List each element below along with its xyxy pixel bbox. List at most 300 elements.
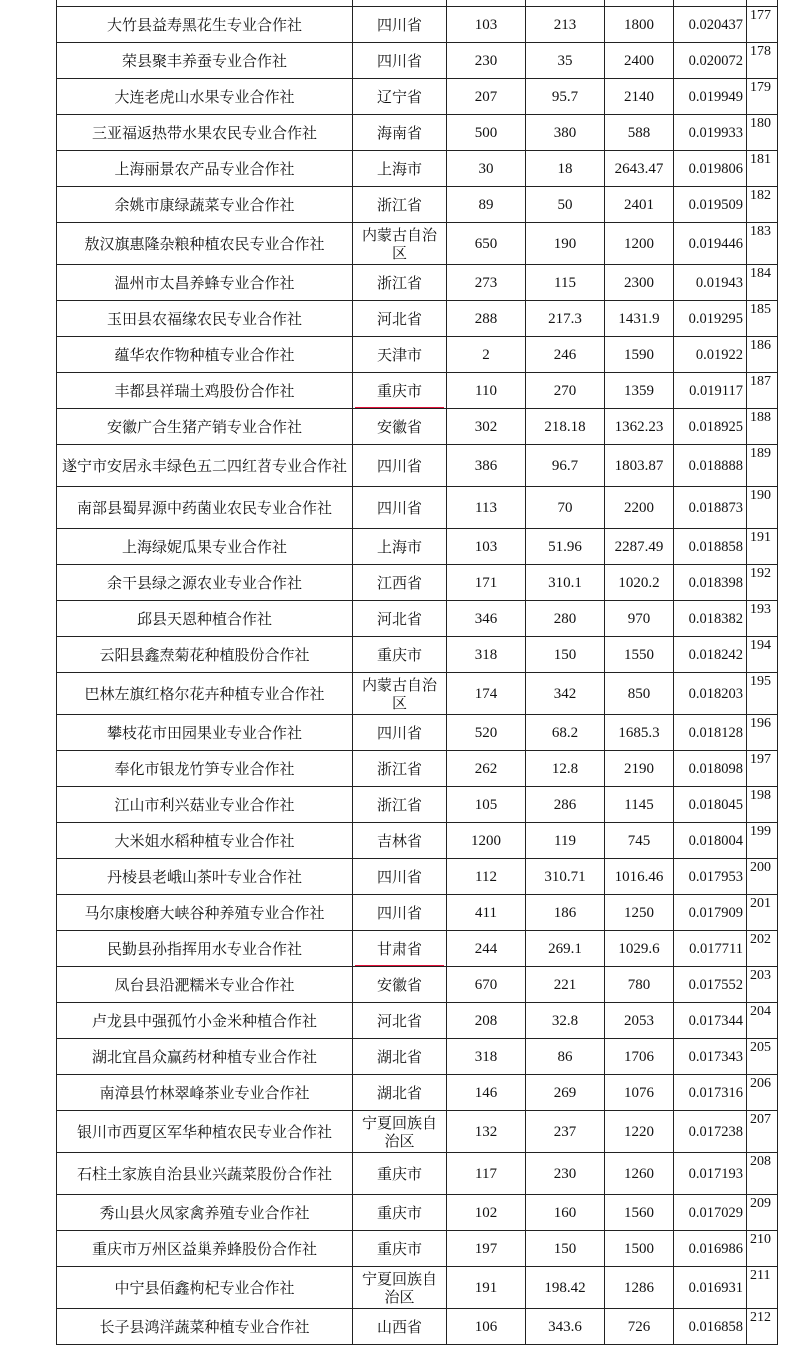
value-cell-1: 262 — [447, 751, 526, 787]
value-cell-2: 269.1 — [526, 931, 605, 967]
province-text: 重庆市 — [376, 381, 422, 400]
table-row — [57, 1039, 778, 1075]
value-cell-3: 1020.2 — [605, 565, 674, 601]
cooperative-name-cell: 玉田县农福缘农民专业合作社 — [57, 301, 353, 337]
value-cell-3: 1250 — [605, 895, 674, 931]
province-cell — [353, 115, 447, 151]
value-cell-1: 230 — [447, 43, 526, 79]
index-score-cell: 0.019949 — [674, 79, 747, 115]
value-cell-3: 588 — [605, 115, 674, 151]
cooperative-name-cell: 湖北宜昌众赢药材种植专业合作社 — [57, 1039, 353, 1075]
table-row — [57, 895, 778, 931]
province-cell — [353, 1075, 447, 1111]
province-text: 上海市 — [376, 159, 422, 178]
value-cell-3: 850 — [605, 673, 674, 715]
index-score-cell: 0.017711 — [674, 931, 747, 967]
value-cell-2: 237 — [526, 1111, 605, 1153]
table-row — [57, 1267, 778, 1309]
rank-number-cell: 205 — [747, 1039, 778, 1075]
province-cell — [353, 1309, 447, 1345]
table-row — [57, 787, 778, 823]
cooperative-name-cell: 奉化市银龙竹笋专业合作社 — [57, 751, 353, 787]
rank-number-cell: 204 — [747, 1003, 778, 1039]
value-cell-3: 2140 — [605, 79, 674, 115]
province-text: 重庆市 — [376, 1239, 422, 1258]
table-row — [57, 1075, 778, 1111]
index-score-cell: 0.017193 — [674, 1153, 747, 1195]
value-cell-2: 150 — [526, 637, 605, 673]
rank-number-cell: 184 — [747, 265, 778, 301]
province-text: 宁夏回族自治区 — [361, 1269, 437, 1306]
table-row — [57, 43, 778, 79]
value-cell-3: 1800 — [605, 7, 674, 43]
cooperative-name-cell: 南漳县竹林翠峰茶业专业合作社 — [57, 1075, 353, 1111]
rank-number-cell: 179 — [747, 79, 778, 115]
value-cell-3: 2300 — [605, 265, 674, 301]
province-text: 四川省 — [376, 15, 422, 34]
province-cell — [353, 931, 447, 967]
province-text: 四川省 — [376, 723, 422, 742]
value-cell-3: 1016.46 — [605, 859, 674, 895]
table-row — [57, 715, 778, 751]
cooperative-name-cell: 荣县聚丰养蚕专业合作社 — [57, 43, 353, 79]
value-cell-3: 1590 — [605, 337, 674, 373]
rank-number-cell: 187 — [747, 373, 778, 409]
index-score-cell: 0.016858 — [674, 1309, 747, 1345]
value-cell-2: 198.42 — [526, 1267, 605, 1309]
province-cell — [353, 637, 447, 673]
value-cell-2: 18 — [526, 151, 605, 187]
rank-number-cell: 190 — [747, 487, 778, 529]
province-cell — [353, 1111, 447, 1153]
index-score-cell: 0.018004 — [674, 823, 747, 859]
table-row — [57, 487, 778, 529]
cooperative-name-cell: 秀山县火凤家禽养殖专业合作社 — [57, 1195, 353, 1231]
table-row — [57, 1153, 778, 1195]
rank-number-cell: 186 — [747, 337, 778, 373]
value-cell-2: 160 — [526, 1195, 605, 1231]
value-cell-3: 1500 — [605, 1231, 674, 1267]
province-cell — [353, 373, 447, 409]
rank-number-cell: 182 — [747, 187, 778, 223]
value-cell-3: 1286 — [605, 1267, 674, 1309]
index-score-cell: 0.01943 — [674, 265, 747, 301]
value-cell-1: 520 — [447, 715, 526, 751]
index-score-cell: 0.019933 — [674, 115, 747, 151]
value-cell-2: 119 — [526, 823, 605, 859]
province-cell — [353, 967, 447, 1003]
index-score-cell: 0.018203 — [674, 673, 747, 715]
value-cell-3: 1145 — [605, 787, 674, 823]
value-cell-1: 2 — [447, 337, 526, 373]
table-row — [57, 1195, 778, 1231]
rank-number-cell: 197 — [747, 751, 778, 787]
province-cell — [353, 787, 447, 823]
rank-number-cell: 193 — [747, 601, 778, 637]
value-cell-2: 218.18 — [526, 409, 605, 445]
value-cell-1: 318 — [447, 1039, 526, 1075]
index-score-cell: 0.016931 — [674, 1267, 747, 1309]
index-score-cell: 0.018045 — [674, 787, 747, 823]
rank-number-cell: 181 — [747, 151, 778, 187]
province-cell — [353, 601, 447, 637]
value-cell-1: 386 — [447, 445, 526, 487]
table-row — [57, 445, 778, 487]
value-cell-2: 86 — [526, 1039, 605, 1075]
value-cell-2: 190 — [526, 223, 605, 265]
province-text: 重庆市 — [376, 645, 422, 664]
table-row — [57, 373, 778, 409]
value-cell-3: 1560 — [605, 1195, 674, 1231]
index-score-cell: 0.019806 — [674, 151, 747, 187]
rank-number-cell: 206 — [747, 1075, 778, 1111]
table-row — [57, 601, 778, 637]
rank-number-cell: 210 — [747, 1231, 778, 1267]
cooperative-name-cell: 大连老虎山水果专业合作社 — [57, 79, 353, 115]
table-row — [57, 409, 778, 445]
table-row — [57, 673, 778, 715]
value-cell-3: 2053 — [605, 1003, 674, 1039]
value-cell-2: 342 — [526, 673, 605, 715]
index-score-cell: 0.016986 — [674, 1231, 747, 1267]
value-cell-1: 302 — [447, 409, 526, 445]
province-text: 四川省 — [376, 903, 422, 922]
province-text: 河北省 — [376, 609, 422, 628]
cooperative-name-cell: 大竹县益寿黑花生专业合作社 — [57, 7, 353, 43]
value-cell-2: 115 — [526, 265, 605, 301]
rank-number-cell: 178 — [747, 43, 778, 79]
province-cell — [353, 1003, 447, 1039]
value-cell-3: 1029.6 — [605, 931, 674, 967]
cooperative-name-cell: 卢龙县中强孤竹小金米种植合作社 — [57, 1003, 353, 1039]
value-cell-1: 500 — [447, 115, 526, 151]
rank-number-cell: 202 — [747, 931, 778, 967]
cooperative-name-cell: 邱县天恩种植合作社 — [57, 601, 353, 637]
value-cell-2: 269 — [526, 1075, 605, 1111]
cooperative-name-cell: 石柱土家族自治县业兴蔬菜股份合作社 — [57, 1153, 353, 1195]
province-cell — [353, 187, 447, 223]
value-cell-1: 208 — [447, 1003, 526, 1039]
index-score-cell: 0.017316 — [674, 1075, 747, 1111]
value-cell-1: 103 — [447, 7, 526, 43]
cooperative-name-cell: 巴林左旗红格尔花卉种植专业合作社 — [57, 673, 353, 715]
cooperative-name-cell: 丰都县祥瑞土鸡股份合作社 — [57, 373, 353, 409]
cooperative-name-cell: 遂宁市安居永丰绿色五二四红苕专业合作社 — [57, 445, 353, 487]
value-cell-2: 217.3 — [526, 301, 605, 337]
rank-number-cell: 201 — [747, 895, 778, 931]
value-cell-1: 106 — [447, 1309, 526, 1345]
province-text: 江西省 — [376, 573, 422, 592]
value-cell-3: 745 — [605, 823, 674, 859]
cooperative-name-cell: 凤台县沿淝糯米专业合作社 — [57, 967, 353, 1003]
value-cell-1: 146 — [447, 1075, 526, 1111]
index-score-cell: 0.017343 — [674, 1039, 747, 1075]
value-cell-1: 191 — [447, 1267, 526, 1309]
index-score-cell: 0.017029 — [674, 1195, 747, 1231]
index-score-cell: 0.019509 — [674, 187, 747, 223]
province-cell — [353, 487, 447, 529]
cooperative-name-cell: 江山市利兴菇业专业合作社 — [57, 787, 353, 823]
rank-number-cell: 208 — [747, 1153, 778, 1195]
value-cell-2: 70 — [526, 487, 605, 529]
value-cell-2: 230 — [526, 1153, 605, 1195]
value-cell-2: 380 — [526, 115, 605, 151]
value-cell-2: 221 — [526, 967, 605, 1003]
table-row — [57, 859, 778, 895]
cooperative-name-cell: 温州市太昌养蜂专业合作社 — [57, 265, 353, 301]
index-score-cell: 0.018242 — [674, 637, 747, 673]
index-score-cell: 0.018098 — [674, 751, 747, 787]
province-cell — [353, 1231, 447, 1267]
cooperative-name-cell: 攀枝花市田园果业专业合作社 — [57, 715, 353, 751]
value-cell-1: 102 — [447, 1195, 526, 1231]
value-cell-1: 110 — [447, 373, 526, 409]
value-cell-1: 207 — [447, 79, 526, 115]
cooperative-name-cell: 南部县蜀昇源中药菌业农民专业合作社 — [57, 487, 353, 529]
index-score-cell: 0.018888 — [674, 445, 747, 487]
cooperative-name-cell: 安徽广合生猪产销专业合作社 — [57, 409, 353, 445]
rank-number-cell: 192 — [747, 565, 778, 601]
value-cell-3: 2643.47 — [605, 151, 674, 187]
rank-number-cell: 195 — [747, 673, 778, 715]
value-cell-3: 780 — [605, 967, 674, 1003]
cooperative-name-cell: 云阳县鑫焘菊花种植股份合作社 — [57, 637, 353, 673]
value-cell-1: 273 — [447, 265, 526, 301]
value-cell-1: 174 — [447, 673, 526, 715]
rank-number-cell: 200 — [747, 859, 778, 895]
table-row — [57, 1309, 778, 1345]
index-score-cell: 0.018873 — [674, 487, 747, 529]
province-text: 吉林省 — [376, 831, 422, 850]
value-cell-3: 1076 — [605, 1075, 674, 1111]
value-cell-1: 171 — [447, 565, 526, 601]
index-score-cell: 0.019295 — [674, 301, 747, 337]
index-score-cell: 0.017909 — [674, 895, 747, 931]
province-text: 河北省 — [376, 1011, 422, 1030]
province-cell — [353, 1267, 447, 1309]
province-text: 四川省 — [376, 498, 422, 517]
value-cell-2: 280 — [526, 601, 605, 637]
province-text: 浙江省 — [376, 273, 422, 292]
table-row — [57, 931, 778, 967]
value-cell-3: 2190 — [605, 751, 674, 787]
province-text: 内蒙古自治区 — [361, 225, 437, 262]
province-cell — [353, 409, 447, 445]
province-text: 辽宁省 — [376, 87, 422, 106]
province-text: 甘肃省 — [376, 939, 422, 958]
value-cell-3: 2287.49 — [605, 529, 674, 565]
value-cell-2: 213 — [526, 7, 605, 43]
rank-number-cell: 199 — [747, 823, 778, 859]
index-score-cell: 0.019446 — [674, 223, 747, 265]
province-cell — [353, 529, 447, 565]
province-text: 浙江省 — [376, 195, 422, 214]
province-text: 山西省 — [376, 1317, 422, 1336]
table-row — [57, 1111, 778, 1153]
rank-number-cell: 211 — [747, 1267, 778, 1309]
cooperative-ranking-table — [56, 0, 778, 1345]
value-cell-2: 35 — [526, 43, 605, 79]
rank-number-cell: 207 — [747, 1111, 778, 1153]
cooperative-name-cell: 丹棱县老峨山茶叶专业合作社 — [57, 859, 353, 895]
province-cell — [353, 751, 447, 787]
rank-number-cell: 194 — [747, 637, 778, 673]
index-score-cell: 0.018398 — [674, 565, 747, 601]
value-cell-1: 113 — [447, 487, 526, 529]
cooperative-name-cell: 蕴华农作物种植专业合作社 — [57, 337, 353, 373]
cooperative-name-cell: 敖汉旗惠隆杂粮种植农民专业合作社 — [57, 223, 353, 265]
cooperative-name-cell: 余姚市康绿蔬菜专业合作社 — [57, 187, 353, 223]
province-text: 重庆市 — [376, 1203, 422, 1222]
province-cell — [353, 823, 447, 859]
value-cell-3: 1359 — [605, 373, 674, 409]
value-cell-2: 310.71 — [526, 859, 605, 895]
province-text: 安徽省 — [376, 417, 422, 436]
province-text: 四川省 — [376, 51, 422, 70]
value-cell-3: 1431.9 — [605, 301, 674, 337]
value-cell-1: 288 — [447, 301, 526, 337]
rank-number-cell: 198 — [747, 787, 778, 823]
province-text: 重庆市 — [376, 1164, 422, 1183]
province-text: 海南省 — [376, 123, 422, 142]
table-row — [57, 967, 778, 1003]
value-cell-1: 117 — [447, 1153, 526, 1195]
table-row — [57, 79, 778, 115]
value-cell-1: 670 — [447, 967, 526, 1003]
cooperative-name-cell: 余干县绿之源农业专业合作社 — [57, 565, 353, 601]
index-score-cell: 0.017238 — [674, 1111, 747, 1153]
value-cell-3: 1362.23 — [605, 409, 674, 445]
value-cell-3: 1550 — [605, 637, 674, 673]
value-cell-2: 51.96 — [526, 529, 605, 565]
value-cell-3: 1220 — [605, 1111, 674, 1153]
table-row — [57, 7, 778, 43]
index-score-cell: 0.020072 — [674, 43, 747, 79]
table-row — [57, 265, 778, 301]
province-text: 天津市 — [376, 345, 422, 364]
value-cell-2: 270 — [526, 373, 605, 409]
rank-number-cell: 188 — [747, 409, 778, 445]
value-cell-2: 50 — [526, 187, 605, 223]
table-row — [57, 151, 778, 187]
value-cell-1: 1200 — [447, 823, 526, 859]
table-row — [57, 223, 778, 265]
value-cell-2: 150 — [526, 1231, 605, 1267]
cooperative-name-cell: 马尔康梭磨大峡谷种养殖专业合作社 — [57, 895, 353, 931]
province-cell — [353, 673, 447, 715]
value-cell-3: 1706 — [605, 1039, 674, 1075]
value-cell-1: 103 — [447, 529, 526, 565]
value-cell-1: 650 — [447, 223, 526, 265]
value-cell-1: 105 — [447, 787, 526, 823]
province-cell — [353, 79, 447, 115]
value-cell-2: 96.7 — [526, 445, 605, 487]
province-cell — [353, 1153, 447, 1195]
province-cell — [353, 895, 447, 931]
table-row — [57, 115, 778, 151]
value-cell-1: 112 — [447, 859, 526, 895]
value-cell-1: 244 — [447, 931, 526, 967]
table-row — [57, 187, 778, 223]
cooperative-name-cell: 长子县鸿洋蔬菜种植专业合作社 — [57, 1309, 353, 1345]
rank-number-cell: 209 — [747, 1195, 778, 1231]
province-cell — [353, 301, 447, 337]
province-text: 内蒙古自治区 — [361, 675, 437, 712]
province-text: 上海市 — [376, 537, 422, 556]
value-cell-3: 726 — [605, 1309, 674, 1345]
value-cell-1: 132 — [447, 1111, 526, 1153]
value-cell-2: 310.1 — [526, 565, 605, 601]
value-cell-2: 32.8 — [526, 1003, 605, 1039]
index-score-cell: 0.01922 — [674, 337, 747, 373]
value-cell-2: 68.2 — [526, 715, 605, 751]
table-row — [57, 1003, 778, 1039]
table-row — [57, 529, 778, 565]
value-cell-1: 197 — [447, 1231, 526, 1267]
province-cell — [353, 43, 447, 79]
index-score-cell: 0.019117 — [674, 373, 747, 409]
value-cell-1: 346 — [447, 601, 526, 637]
table-row — [57, 751, 778, 787]
table-row — [57, 565, 778, 601]
province-text: 湖北省 — [376, 1083, 422, 1102]
province-cell — [353, 151, 447, 187]
rank-number-cell: 185 — [747, 301, 778, 337]
value-cell-2: 286 — [526, 787, 605, 823]
table-row — [57, 301, 778, 337]
value-cell-1: 318 — [447, 637, 526, 673]
value-cell-2: 12.8 — [526, 751, 605, 787]
province-cell — [353, 445, 447, 487]
cooperative-name-cell: 三亚福返热带水果农民专业合作社 — [57, 115, 353, 151]
value-cell-3: 1200 — [605, 223, 674, 265]
value-cell-3: 1803.87 — [605, 445, 674, 487]
index-score-cell: 0.018128 — [674, 715, 747, 751]
province-cell — [353, 1195, 447, 1231]
index-score-cell: 0.017344 — [674, 1003, 747, 1039]
value-cell-3: 2401 — [605, 187, 674, 223]
table-body — [57, 0, 778, 1345]
table-row — [57, 637, 778, 673]
value-cell-3: 2200 — [605, 487, 674, 529]
province-cell — [353, 337, 447, 373]
rank-number-cell: 191 — [747, 529, 778, 565]
province-cell — [353, 223, 447, 265]
province-cell — [353, 715, 447, 751]
rank-number-cell: 177 — [747, 7, 778, 43]
province-cell — [353, 1039, 447, 1075]
value-cell-3: 1685.3 — [605, 715, 674, 751]
rank-number-cell: 212 — [747, 1309, 778, 1345]
value-cell-2: 343.6 — [526, 1309, 605, 1345]
cooperative-name-cell: 大米姐水稻种植专业合作社 — [57, 823, 353, 859]
value-cell-3: 2400 — [605, 43, 674, 79]
table-row — [57, 823, 778, 859]
province-text: 四川省 — [376, 867, 422, 886]
index-score-cell: 0.018858 — [674, 529, 747, 565]
value-cell-1: 89 — [447, 187, 526, 223]
province-cell — [353, 265, 447, 301]
value-cell-3: 970 — [605, 601, 674, 637]
value-cell-2: 186 — [526, 895, 605, 931]
value-cell-2: 95.7 — [526, 79, 605, 115]
province-cell — [353, 7, 447, 43]
value-cell-1: 30 — [447, 151, 526, 187]
province-text: 四川省 — [376, 456, 422, 475]
cooperative-name-cell: 重庆市万州区益巢养蜂股份合作社 — [57, 1231, 353, 1267]
province-text: 河北省 — [376, 309, 422, 328]
index-score-cell: 0.017953 — [674, 859, 747, 895]
